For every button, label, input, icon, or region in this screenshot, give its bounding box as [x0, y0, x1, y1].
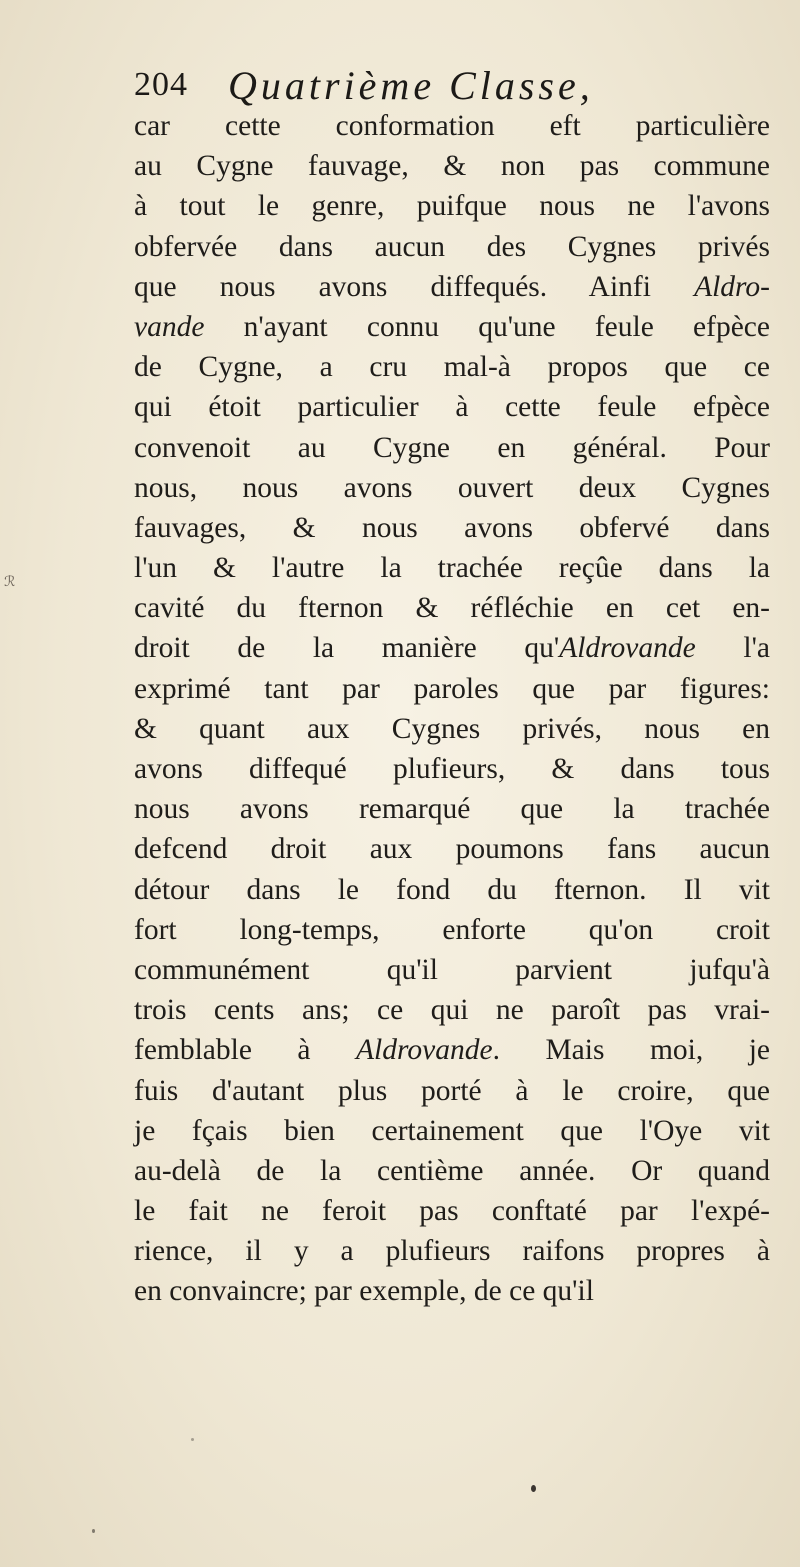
text-line: & quant aux Cygnes privés, nous en: [134, 712, 770, 745]
text-line: je fçais bien certainement que l'Oye vit: [134, 1114, 770, 1147]
text-line: au Cygne fauvage, & non pas commune: [134, 150, 770, 183]
text-line: obfervée dans aucun des Cygnes privés: [134, 230, 770, 263]
body-text: [134, 106, 770, 1312]
text-line: cavité du fternon & réfléchie en cet en-: [134, 592, 770, 625]
ink-speck: [191, 1438, 194, 1441]
ink-speck: [531, 1485, 536, 1492]
text-line: l'un & l'autre la trachée reçûe dans la: [134, 552, 770, 585]
text-line: rience, il y a plufieurs raifons propres à: [134, 1235, 770, 1268]
text-line: vande n'ayant connu qu'une feule efpèce: [134, 310, 770, 343]
text-line: au-delà de la centième année. Or quand: [134, 1154, 770, 1187]
text-line: car cette conformation eft particulière: [134, 110, 770, 142]
text-line: fauvages, & nous avons obfervé dans: [134, 511, 770, 544]
text-line: que nous avons diffequés. Ainfi Aldro-: [134, 270, 770, 303]
text-line: nous, nous avons ouvert deux Cygnes: [134, 471, 770, 504]
text-line: en convaincre; par exemple, de ce qu'il: [134, 1275, 594, 1308]
text-line: trois cents ans; ce qui ne paroît pas vrai-: [134, 994, 770, 1027]
running-title: Quatrième Classe,: [228, 63, 594, 108]
text-line: fuis d'autant plus porté à le croire, que: [134, 1074, 770, 1107]
text-line: convenoit au Cygne en général. Pour: [134, 431, 770, 464]
text-line: nous avons remarqué que la trachée: [134, 793, 770, 826]
text-line: qui étoit particulier à cette feule efpèce: [134, 391, 770, 424]
page-number: 204: [134, 66, 188, 103]
text-line: à tout le genre, puifque nous ne l'avons: [134, 190, 770, 223]
text-line: communément qu'il parvient jufqu'à: [134, 953, 770, 986]
text-line: le fait ne feroit pas conftaté par l'expé-: [134, 1195, 770, 1228]
text-line: détour dans le fond du fternon. Il vit: [134, 873, 770, 906]
text-line: de Cygne, a cru mal-à propos que ce: [134, 351, 770, 384]
ink-speck: [92, 1529, 95, 1533]
text-line: exprimé tant par paroles que par figures:: [134, 672, 770, 705]
text-line: defcend droit aux poumons fans aucun: [134, 833, 770, 866]
margin-mark: ℛ: [4, 574, 16, 590]
text-line: fort long-temps, enforte qu'on croit: [134, 913, 770, 946]
text-line: femblable à Aldrovande. Mais moi, je: [134, 1034, 770, 1067]
text-line: avons diffequé plufieurs, & dans tous: [134, 753, 770, 785]
text-line: droit de la manière qu'Aldrovande l'a: [134, 632, 770, 665]
